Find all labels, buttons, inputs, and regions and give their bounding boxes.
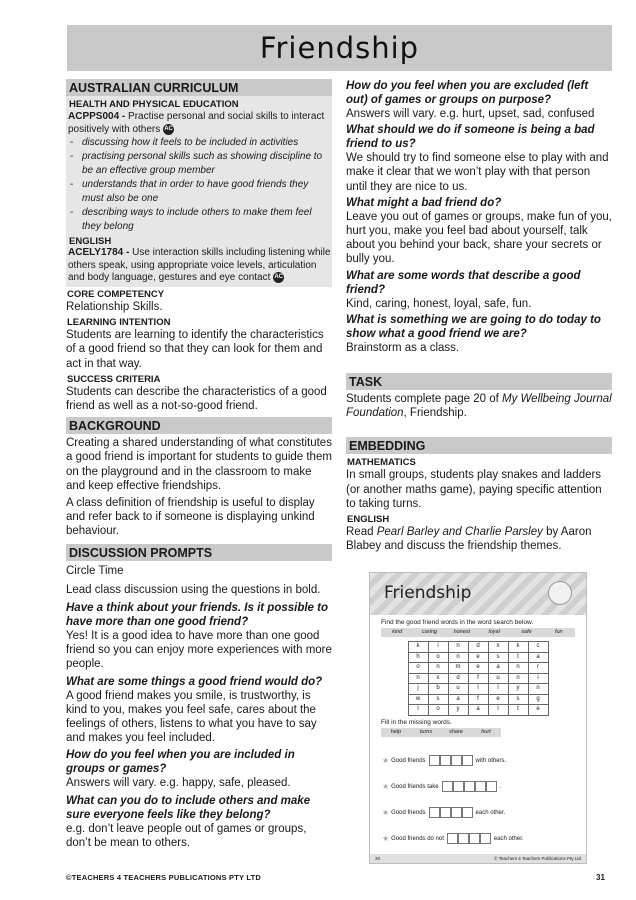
prompt-question: How do you feel when you are included in groups or games? xyxy=(66,749,295,776)
page-title: Friendship xyxy=(259,31,420,65)
star-icon: ★ xyxy=(382,782,390,791)
grid-cell: e xyxy=(468,663,488,674)
grid-cell: l xyxy=(408,705,428,716)
prompt-question: Have a think about your friends. Is it possible to have more than one good friend? xyxy=(66,601,328,628)
fill-post: . xyxy=(499,783,502,790)
prompt-question: What are some things a good friend would do? xyxy=(66,675,323,688)
prompt-item xyxy=(346,313,612,355)
grid-cell: m xyxy=(448,663,468,674)
grid-row xyxy=(408,642,548,653)
task-heading: TASK xyxy=(346,373,612,390)
prompt-question: What should we do if someone is being a bad friend to us? xyxy=(346,124,595,151)
grid-cell: f xyxy=(468,694,488,705)
task-text-a: Students complete page 20 of xyxy=(346,393,502,406)
grid-row xyxy=(408,663,548,674)
grid-cell: d xyxy=(448,673,468,684)
intention-heading: LEARNING INTENTION xyxy=(67,317,171,329)
hpe-code: ACPPS004 - xyxy=(68,111,126,122)
fill-line xyxy=(382,781,501,792)
prompt-item xyxy=(66,794,332,850)
prompt-item xyxy=(66,748,332,790)
grid-cell: b xyxy=(428,684,448,695)
grid-cell: s xyxy=(428,694,448,705)
prompt-answer: e.g. don’t leave people out of games or groups, don’t be mean to others. xyxy=(66,822,307,849)
grid-cell: n xyxy=(448,652,468,663)
curriculum-box xyxy=(66,96,332,287)
page-number: 31 xyxy=(596,873,605,882)
hpe-text: Practise personal and social skills to interact positively with others xyxy=(68,111,325,135)
fill-post: with others. xyxy=(475,757,507,764)
success-text: Students can describe the characteristics of a good friend as well as a not-so-good friend. xyxy=(66,385,327,412)
fill-line xyxy=(382,833,524,844)
word-search-grid xyxy=(408,641,549,716)
word-bank-item: kind xyxy=(392,629,403,635)
letter-boxes xyxy=(429,755,473,766)
prompt-item xyxy=(66,601,332,672)
grid-cell: l xyxy=(488,684,508,695)
grid-cell: d xyxy=(468,642,488,653)
prompt-answer: Brainstorm as a class. xyxy=(346,341,460,354)
embed-english-heading: ENGLISH xyxy=(347,514,390,526)
worksheet-banner xyxy=(370,573,586,615)
word-bank-item: turns xyxy=(419,728,433,735)
word-bank-item: help xyxy=(390,728,402,735)
ac-icon: AC xyxy=(163,124,174,135)
fill-post: each other. xyxy=(475,809,506,816)
prompt-answer: Yes! It is a good idea to have more than one good friend so you can enjoy more experiences with more people. xyxy=(66,629,332,671)
word-bank-item: share xyxy=(449,728,463,735)
grid-cell: n xyxy=(428,663,448,674)
word-bank-2 xyxy=(381,728,501,737)
prompt-item xyxy=(346,79,612,121)
hpe-bullets xyxy=(68,136,331,234)
list-item: - describing ways to include others to make them feel they belong xyxy=(68,206,331,234)
word-bank-item: caring xyxy=(422,629,437,635)
grid-cell: w xyxy=(408,694,428,705)
word-bank-item: fun xyxy=(554,629,563,635)
grid-cell: e xyxy=(488,694,508,705)
task-book-title: My Wellbeing Journal Foundation xyxy=(346,393,612,420)
prompt-item xyxy=(346,196,612,267)
grid-cell: u xyxy=(488,673,508,684)
english-code: ACELY1784 - xyxy=(68,247,130,258)
grid-cell: i xyxy=(428,642,448,653)
word-bank-item: loyal xyxy=(488,629,500,635)
grid-cell: l xyxy=(468,684,488,695)
grid-cell: x xyxy=(488,642,508,653)
grid-cell: x xyxy=(428,673,448,684)
fill-pre: Good friends take xyxy=(391,783,439,790)
list-item: - discussing how it feels to be included in activities xyxy=(68,136,331,150)
embed-english-a: Read xyxy=(346,526,377,539)
prompt-answer: Leave you out of games or groups, make fun of you, hurt you, make you feel bad about yourself, talk about you behind your back, share your secrets or bully you. xyxy=(346,210,612,266)
list-item: - understands that in order to have good friends they must also be one xyxy=(68,178,331,206)
grid-row xyxy=(408,684,548,695)
grid-cell: t xyxy=(508,705,528,716)
worksheet-copyright: © Teachers 4 Teachers Publications Pty Ltd xyxy=(494,856,581,861)
grid-cell: a xyxy=(528,652,548,663)
prompt-answer: Kind, caring, honest, loyal, safe, fun. xyxy=(346,297,532,310)
task-text xyxy=(346,392,612,420)
prompt-item xyxy=(66,675,332,746)
prompt-answer: Answers will vary. e.g. happy, safe, pleased. xyxy=(66,777,291,790)
footer-copyright: ©TEACHERS 4 TEACHERS PUBLICATIONS PTY LTD xyxy=(66,873,261,882)
embed-english-text xyxy=(346,525,612,553)
embed-english-c: by Aaron Blabey and discuss the friendship themes. xyxy=(346,526,592,553)
word-bank-item: safe xyxy=(521,629,532,635)
grid-cell: o xyxy=(408,663,428,674)
background-heading: BACKGROUND xyxy=(66,417,332,434)
grid-cell: e xyxy=(528,705,548,716)
prompt-answer: A good friend makes you smile, is trustworthy, is kind to you, makes you feel safe, cares about the feelings of others, listens to what you have to say and makes you feel included. xyxy=(66,689,317,745)
worksheet-instruction: Find the good friend words in the word search below. xyxy=(381,619,534,626)
worksheet-thumbnail xyxy=(369,572,587,864)
word-bank xyxy=(381,628,575,637)
fill-pre: Good friends do not xyxy=(391,835,444,842)
math-text: In small groups, students play snakes and ladders (or another maths game), paying specific attention to taking turns. xyxy=(346,469,602,510)
grid-cell: k xyxy=(408,642,428,653)
prompt-question: What can you do to include others and make sure everyone feels like they belong? xyxy=(66,794,311,821)
grid-cell: s xyxy=(508,694,528,705)
grid-row xyxy=(408,673,548,684)
prompt-answer: We should try to find someone else to play with and make it clear that we won’t play with that person until they are nice to us. xyxy=(346,152,609,193)
grid-cell: l xyxy=(488,705,508,716)
book-title: Pearl Barley and Charlie Parsley xyxy=(376,526,543,539)
grid-cell: n xyxy=(448,642,468,653)
worksheet-title: Friendship xyxy=(384,583,472,603)
prompt-question: How do you feel when you are excluded (left out) of games or groups on purpose? xyxy=(346,80,589,106)
grid-cell: h xyxy=(408,652,428,663)
success-heading: SUCCESS CRITERIA xyxy=(67,373,161,385)
math-heading: MATHEMATICS xyxy=(347,457,416,469)
english-text: Use interaction skills including listening while others speak, using appropriate voice levels, articulation and body language, gestures and eye contact xyxy=(68,247,331,284)
grid-cell: s xyxy=(488,652,508,663)
prompt-question: What is something we are going to do today to show what a good friend we are? xyxy=(346,313,601,340)
badge-icon xyxy=(548,581,572,605)
grid-row xyxy=(408,652,548,663)
title-bar xyxy=(67,25,612,71)
left-column xyxy=(66,79,332,850)
prompt-question: What might a bad friend do? xyxy=(346,196,502,209)
list-item: - practising personal skills such as showing discipline to be an effective group member xyxy=(68,150,331,178)
grid-cell: r xyxy=(528,663,548,674)
background-p1: Creating a shared understanding of what constitutes a good friend is important for students to guide them on the playground and in the classroom to make and keep effective friendships. xyxy=(66,437,332,492)
intention-text: Students are learning to identify the characteristics of a good friend so that they can look for them and act in that way. xyxy=(66,329,324,370)
grid-cell: n xyxy=(508,663,528,674)
grid-cell: e xyxy=(468,652,488,663)
grid-cell: a xyxy=(468,705,488,716)
grid-cell: j xyxy=(408,684,428,695)
right-column xyxy=(346,79,612,553)
grid-cell: y xyxy=(448,705,468,716)
worksheet-footer xyxy=(370,854,586,863)
grid-cell: a xyxy=(488,663,508,674)
discussion-heading: DISCUSSION PROMPTS xyxy=(66,544,332,561)
star-icon: ★ xyxy=(382,808,390,817)
ac-icon: AC xyxy=(273,272,284,283)
letter-boxes xyxy=(429,807,473,818)
prompt-question: What are some words that describe a good friend? xyxy=(346,269,581,296)
curriculum-heading: AUSTRALIAN CURRICULUM xyxy=(66,79,332,96)
grid-cell: a xyxy=(448,694,468,705)
grid-cell: o xyxy=(428,705,448,716)
core-text: Relationship Skills. xyxy=(66,300,163,313)
fill-post: each other. xyxy=(493,835,524,842)
fill-line xyxy=(382,755,506,766)
grid-row xyxy=(408,694,548,705)
prompt-answer: Answers will vary. e.g. hurt, upset, sad, confused xyxy=(346,108,595,120)
grid-cell: k xyxy=(508,642,528,653)
english-code-line xyxy=(68,247,331,285)
grid-cell: i xyxy=(528,673,548,684)
grid-row xyxy=(408,705,548,716)
grid-cell: u xyxy=(448,684,468,695)
letter-boxes xyxy=(447,833,491,844)
fill-pre: Good friends xyxy=(391,809,426,816)
grid-cell: o xyxy=(428,652,448,663)
grid-cell: y xyxy=(508,684,528,695)
grid-cell: n xyxy=(408,673,428,684)
word-bank-item: hurt xyxy=(481,728,491,735)
grid-cell: n xyxy=(528,684,548,695)
worksheet-page-number: 20 xyxy=(375,856,381,861)
core-heading: CORE COMPETENCY xyxy=(67,288,165,300)
worksheet-instruction-2: Fill in the missing words. xyxy=(381,718,452,726)
grid-cell: f xyxy=(468,673,488,684)
background-p2: A class definition of friendship is useful to display and refer back to if someone is displaying unkind behaviour. xyxy=(66,496,315,538)
task-text-c: , Friendship. xyxy=(403,407,467,420)
english-heading: ENGLISH xyxy=(69,236,112,247)
fill-line xyxy=(382,807,505,818)
word-bank-item: honest xyxy=(453,629,471,635)
prompt-item xyxy=(346,269,612,311)
lead-text: Lead class discussion using the questions in bold. xyxy=(66,583,321,596)
fill-pre: Good friends xyxy=(391,757,426,764)
grid-cell: c xyxy=(528,642,548,653)
hpe-heading: HEALTH AND PHYSICAL EDUCATION xyxy=(69,99,239,110)
circle-time: Circle Time xyxy=(66,564,124,577)
grid-cell: t xyxy=(508,652,528,663)
star-icon: ★ xyxy=(382,834,390,843)
hpe-code-line xyxy=(68,110,331,136)
grid-cell: n xyxy=(508,673,528,684)
letter-boxes xyxy=(442,781,497,792)
grid-cell: g xyxy=(528,694,548,705)
prompt-item xyxy=(346,123,612,194)
embedding-heading: EMBEDDING xyxy=(346,437,612,454)
star-icon: ★ xyxy=(382,756,390,765)
